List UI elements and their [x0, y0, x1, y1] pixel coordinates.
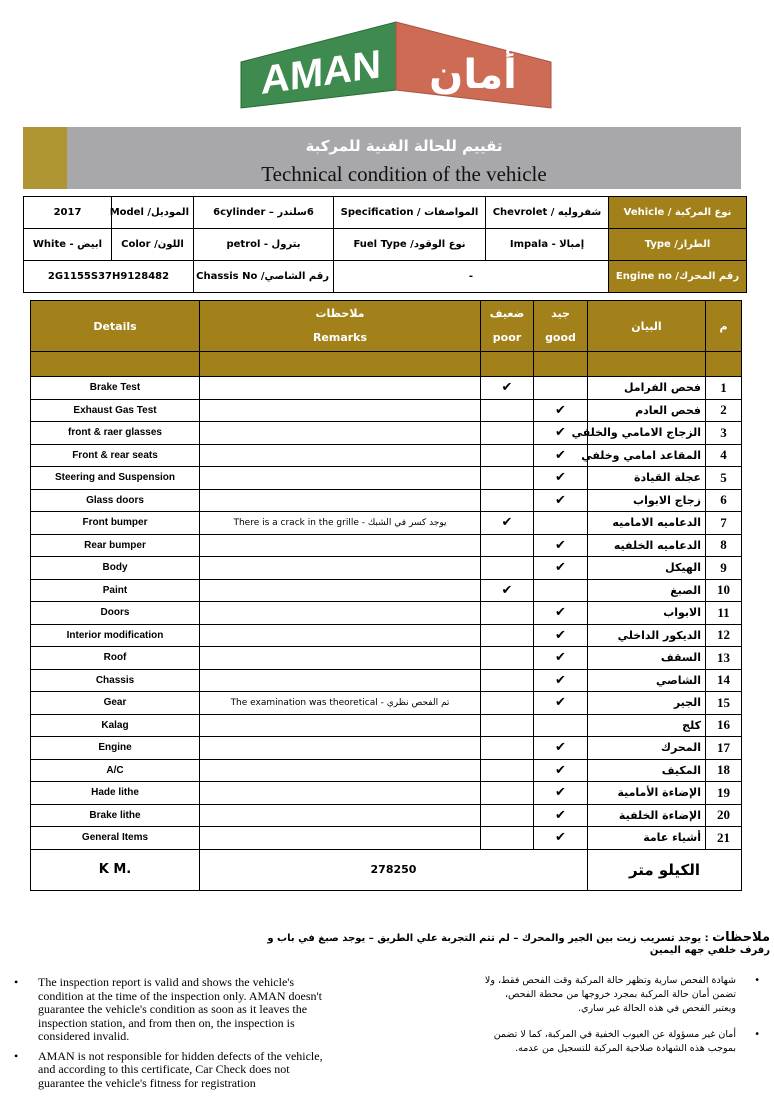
inspection-row [31, 489, 742, 512]
row-poor-check [481, 399, 534, 422]
row-details: Kalag [31, 714, 200, 737]
row-number: 15 [706, 692, 742, 715]
row-number: 2 [706, 399, 742, 422]
row-item: الإضاءة الأمامية [588, 782, 706, 805]
row-item: الزجاج الامامي والخلفي [588, 422, 706, 445]
row-poor-check [481, 602, 534, 625]
row-remark [200, 737, 481, 760]
inspection-table [30, 300, 742, 891]
banner-accent [23, 127, 67, 189]
logo-text-ar: أمان [429, 52, 517, 98]
row-good-check: ✔ [534, 399, 588, 422]
row-number: 13 [706, 647, 742, 670]
row-remark [200, 669, 481, 692]
inspection-row [31, 669, 742, 692]
row-number: 17 [706, 737, 742, 760]
row-details: Glass doors [31, 489, 200, 512]
row-item: عجلة القيادة [588, 467, 706, 490]
notes-label: ملاحظات [712, 930, 770, 945]
row-good-check: ✔ [534, 647, 588, 670]
model-label: الموديل/ Model [112, 197, 194, 229]
inspection-row [31, 737, 742, 760]
row-good-check: ✔ [534, 489, 588, 512]
inspection-row [31, 624, 742, 647]
row-poor-check [481, 759, 534, 782]
row-poor-check [481, 534, 534, 557]
row-good-check: ✔ [534, 422, 588, 445]
row-item: المحرك [588, 737, 706, 760]
inspection-row [31, 714, 742, 737]
km-label-ar: الكيلو متر [588, 849, 742, 890]
fuel-value: بترول - petrol [194, 229, 334, 261]
row-details: Brake lithe [31, 804, 200, 827]
row-item: الهيكل [588, 557, 706, 580]
color-label: اللون/ Color [112, 229, 194, 261]
row-poor-check [481, 557, 534, 580]
row-remark [200, 804, 481, 827]
row-remark [200, 579, 481, 602]
fuel-label: نوع الوقود/ Fuel Type [334, 229, 486, 261]
inspection-spacer-row [31, 352, 742, 377]
row-good-check [534, 512, 588, 535]
row-remark [200, 489, 481, 512]
row-details: Paint [31, 579, 200, 602]
row-item: زجاج الابواب [588, 489, 706, 512]
vehicle-value: شفروليه / Chevrolet [486, 197, 609, 229]
row-good-check [534, 377, 588, 400]
row-good-check: ✔ [534, 692, 588, 715]
row-number: 10 [706, 579, 742, 602]
row-good-check [534, 714, 588, 737]
header-poor-ar: ضعيف [489, 307, 525, 320]
row-item: الدعاميه الخلفيه [588, 534, 706, 557]
disclaimer-en [14, 976, 334, 1096]
row-number: 1 [706, 377, 742, 400]
row-item: السقف [588, 647, 706, 670]
row-good-check: ✔ [534, 624, 588, 647]
row-details: Hade lithe [31, 782, 200, 805]
info-row-vehicle [24, 197, 747, 229]
row-good-check: ✔ [534, 602, 588, 625]
header-good-en: good [545, 331, 576, 344]
color-value: ابيض - White [24, 229, 112, 261]
row-remark [200, 647, 481, 670]
row-poor-check: ✔ [481, 377, 534, 400]
row-good-check: ✔ [534, 759, 588, 782]
row-item: كلج [588, 714, 706, 737]
inspection-row [31, 557, 742, 580]
row-details: A/C [31, 759, 200, 782]
row-item: الجير [588, 692, 706, 715]
row-details: Chassis [31, 669, 200, 692]
row-remark: تم الفحص نظري - The examination was theoretical [200, 692, 481, 715]
header-remarks-ar: ملاحظات [315, 307, 365, 320]
row-poor-check [481, 422, 534, 445]
header-details: Details [31, 301, 200, 352]
km-value: 278250 [200, 849, 588, 890]
row-remark [200, 759, 481, 782]
row-number: 5 [706, 467, 742, 490]
row-poor-check [481, 737, 534, 760]
row-number: 21 [706, 827, 742, 850]
row-poor-check: ✔ [481, 512, 534, 535]
row-poor-check [481, 804, 534, 827]
inspection-row [31, 467, 742, 490]
row-item: أشياء عامة [588, 827, 706, 850]
engine-label: رقم المحرك/ Engine no [609, 261, 747, 293]
row-poor-check: ✔ [481, 579, 534, 602]
info-row-type [24, 229, 747, 261]
vehicle-label: نوع المركبة / Vehicle [609, 197, 747, 229]
row-number: 3 [706, 422, 742, 445]
row-item: المكيف [588, 759, 706, 782]
row-number: 9 [706, 557, 742, 580]
row-remark [200, 399, 481, 422]
row-poor-check [481, 467, 534, 490]
disclaimer-en-text: AMAN is not responsible for hidden defects of the vehicle, and according to this certificate, Car Check does not guarantee the vehicle's fitness for registration [38, 1048, 323, 1090]
bullet: • [754, 1029, 760, 1040]
disclaimer-en-text: The inspection report is valid and shows the vehicle's condition at the time of the inspection only. AMAN doesn't guarantee the vehicle's condition as soon as it leaves the inspection station, and from then on, the inspection is considered invalid. [38, 975, 323, 1043]
row-poor-check [481, 827, 534, 850]
row-good-check: ✔ [534, 669, 588, 692]
row-good-check: ✔ [534, 737, 588, 760]
row-poor-check [481, 782, 534, 805]
row-number: 6 [706, 489, 742, 512]
header-good-ar: جيد [551, 307, 570, 320]
row-details: Exhaust Gas Test [31, 399, 200, 422]
inspection-row [31, 444, 742, 467]
inspection-row [31, 759, 742, 782]
bullet: • [14, 1048, 19, 1063]
row-item: الدعاميه الاماميه [588, 512, 706, 535]
row-remark [200, 467, 481, 490]
row-remark [200, 827, 481, 850]
aman-logo [233, 10, 559, 118]
row-details: Front & rear seats [31, 444, 200, 467]
row-details: front & raer glasses [31, 422, 200, 445]
row-poor-check [481, 692, 534, 715]
row-number: 18 [706, 759, 742, 782]
engine-value: - [334, 261, 609, 293]
inspection-row [31, 692, 742, 715]
row-poor-check [481, 647, 534, 670]
row-item: الصبغ [588, 579, 706, 602]
disclaimer-ar-item [480, 1028, 760, 1056]
inspection-row [31, 377, 742, 400]
inspection-row [31, 827, 742, 850]
type-label: الطراز/ Type [609, 229, 747, 261]
notes-text: يوجد تسريب زيت بين الجير والمحرك – لم تتم التجربة علي الطريق – يوجد صبغ في باب و رفرف خلفي جهه اليمين [267, 933, 770, 956]
inspection-row [31, 422, 742, 445]
km-row [31, 849, 742, 890]
inspection-row [31, 647, 742, 670]
disclaimer-ar-text: شهادة الفحص سارية وتظهر حالة المركبة وقت الفحص فقط، ولا تضمن أمان حالة المركبة بمجرد خروجها من محطة الفحص، ويعتبر الفحص في هذه الحالة غير ساري. [484, 975, 736, 1014]
disclaimer-ar [480, 974, 760, 1068]
row-item: الابواب [588, 602, 706, 625]
spec-label: المواصفات / Specification [334, 197, 486, 229]
disclaimer-ar-text: أمان غير مسؤولة عن العيوب الخفية في المركبة، كما لا تضمن بموجب هذه الشهادة صلاحية المركبة للتسجيل من عدمه. [493, 1029, 736, 1054]
row-remark: يوجد كسر في الشبك - There is a crack in the grille [200, 512, 481, 535]
km-label-en: K M. [31, 849, 200, 890]
row-good-check: ✔ [534, 534, 588, 557]
row-details: General Items [31, 827, 200, 850]
row-remark [200, 782, 481, 805]
row-number: 20 [706, 804, 742, 827]
row-item: الشاصي [588, 669, 706, 692]
row-remark [200, 624, 481, 647]
header-no: م [706, 301, 742, 352]
row-details: Gear [31, 692, 200, 715]
row-item: فحص العادم [588, 399, 706, 422]
row-poor-check [481, 444, 534, 467]
header-poor [481, 301, 534, 352]
header-remarks [200, 301, 481, 352]
disclaimer-en-item [14, 976, 334, 1044]
row-poor-check [481, 624, 534, 647]
header-item: البيان [588, 301, 706, 352]
inspection-row [31, 782, 742, 805]
header-poor-en: poor [492, 331, 522, 344]
disclaimer-en-item [14, 1050, 334, 1091]
row-item: الإضاءة الخلفية [588, 804, 706, 827]
chassis-label: رقم الشاصي/ Chassis No [194, 261, 334, 293]
inspection-row [31, 399, 742, 422]
row-details: Steering and Suspension [31, 467, 200, 490]
row-details: Engine [31, 737, 200, 760]
row-details: Roof [31, 647, 200, 670]
row-remark [200, 714, 481, 737]
type-value: إمبالا - Impala [486, 229, 609, 261]
row-item: فحص الفرامل [588, 377, 706, 400]
header-good [534, 301, 588, 352]
row-remark [200, 444, 481, 467]
notes-line: ملاحظات : يوجد تسريب زيت بين الجير والمحرك – لم تتم التجربة علي الطريق – يوجد صبغ في باب و رفرف خلفي جهه اليمين [267, 930, 770, 956]
vehicle-info-table [23, 196, 747, 293]
disclaimer-ar-item [480, 974, 760, 1016]
row-number: 11 [706, 602, 742, 625]
row-good-check: ✔ [534, 444, 588, 467]
row-number: 16 [706, 714, 742, 737]
banner-title-en: Technical condition of the vehicle [261, 162, 547, 186]
inspection-row [31, 579, 742, 602]
inspection-row [31, 602, 742, 625]
row-item: الديكور الداخلي [588, 624, 706, 647]
spec-value: 6سلندر – 6cylinder [194, 197, 334, 229]
inspection-row [31, 534, 742, 557]
inspection-row [31, 512, 742, 535]
row-good-check: ✔ [534, 467, 588, 490]
row-remark [200, 377, 481, 400]
row-good-check: ✔ [534, 557, 588, 580]
row-good-check: ✔ [534, 804, 588, 827]
row-remark [200, 557, 481, 580]
logo-text-en: AMAN [261, 41, 381, 104]
row-good-check: ✔ [534, 782, 588, 805]
row-number: 8 [706, 534, 742, 557]
bullet: • [14, 975, 19, 989]
row-number: 19 [706, 782, 742, 805]
banner-title-ar: تقييم للحالة الفنية للمركبة [305, 137, 503, 155]
row-poor-check [481, 714, 534, 737]
row-number: 12 [706, 624, 742, 647]
inspection-body [31, 377, 742, 850]
row-details: Front bumper [31, 512, 200, 535]
row-remark [200, 422, 481, 445]
row-details: Brake Test [31, 377, 200, 400]
row-poor-check [481, 489, 534, 512]
row-details: Doors [31, 602, 200, 625]
row-remark [200, 534, 481, 557]
row-remark [200, 602, 481, 625]
chassis-value: 2G1155S37H9128482 [24, 261, 194, 293]
title-banner [23, 127, 741, 189]
model-value: 2017 [24, 197, 112, 229]
row-good-check: ✔ [534, 827, 588, 850]
row-good-check [534, 579, 588, 602]
row-details: Interior modification [31, 624, 200, 647]
row-number: 7 [706, 512, 742, 535]
row-number: 14 [706, 669, 742, 692]
header-remarks-en: Remarks [312, 331, 368, 344]
row-poor-check [481, 669, 534, 692]
inspection-header-row [31, 301, 742, 352]
row-details: Body [31, 557, 200, 580]
inspection-row [31, 804, 742, 827]
bullet: • [754, 975, 760, 986]
info-row-engine [24, 261, 747, 293]
row-item: المقاعد امامي وخلفي [588, 444, 706, 467]
row-details: Rear bumper [31, 534, 200, 557]
row-number: 4 [706, 444, 742, 467]
